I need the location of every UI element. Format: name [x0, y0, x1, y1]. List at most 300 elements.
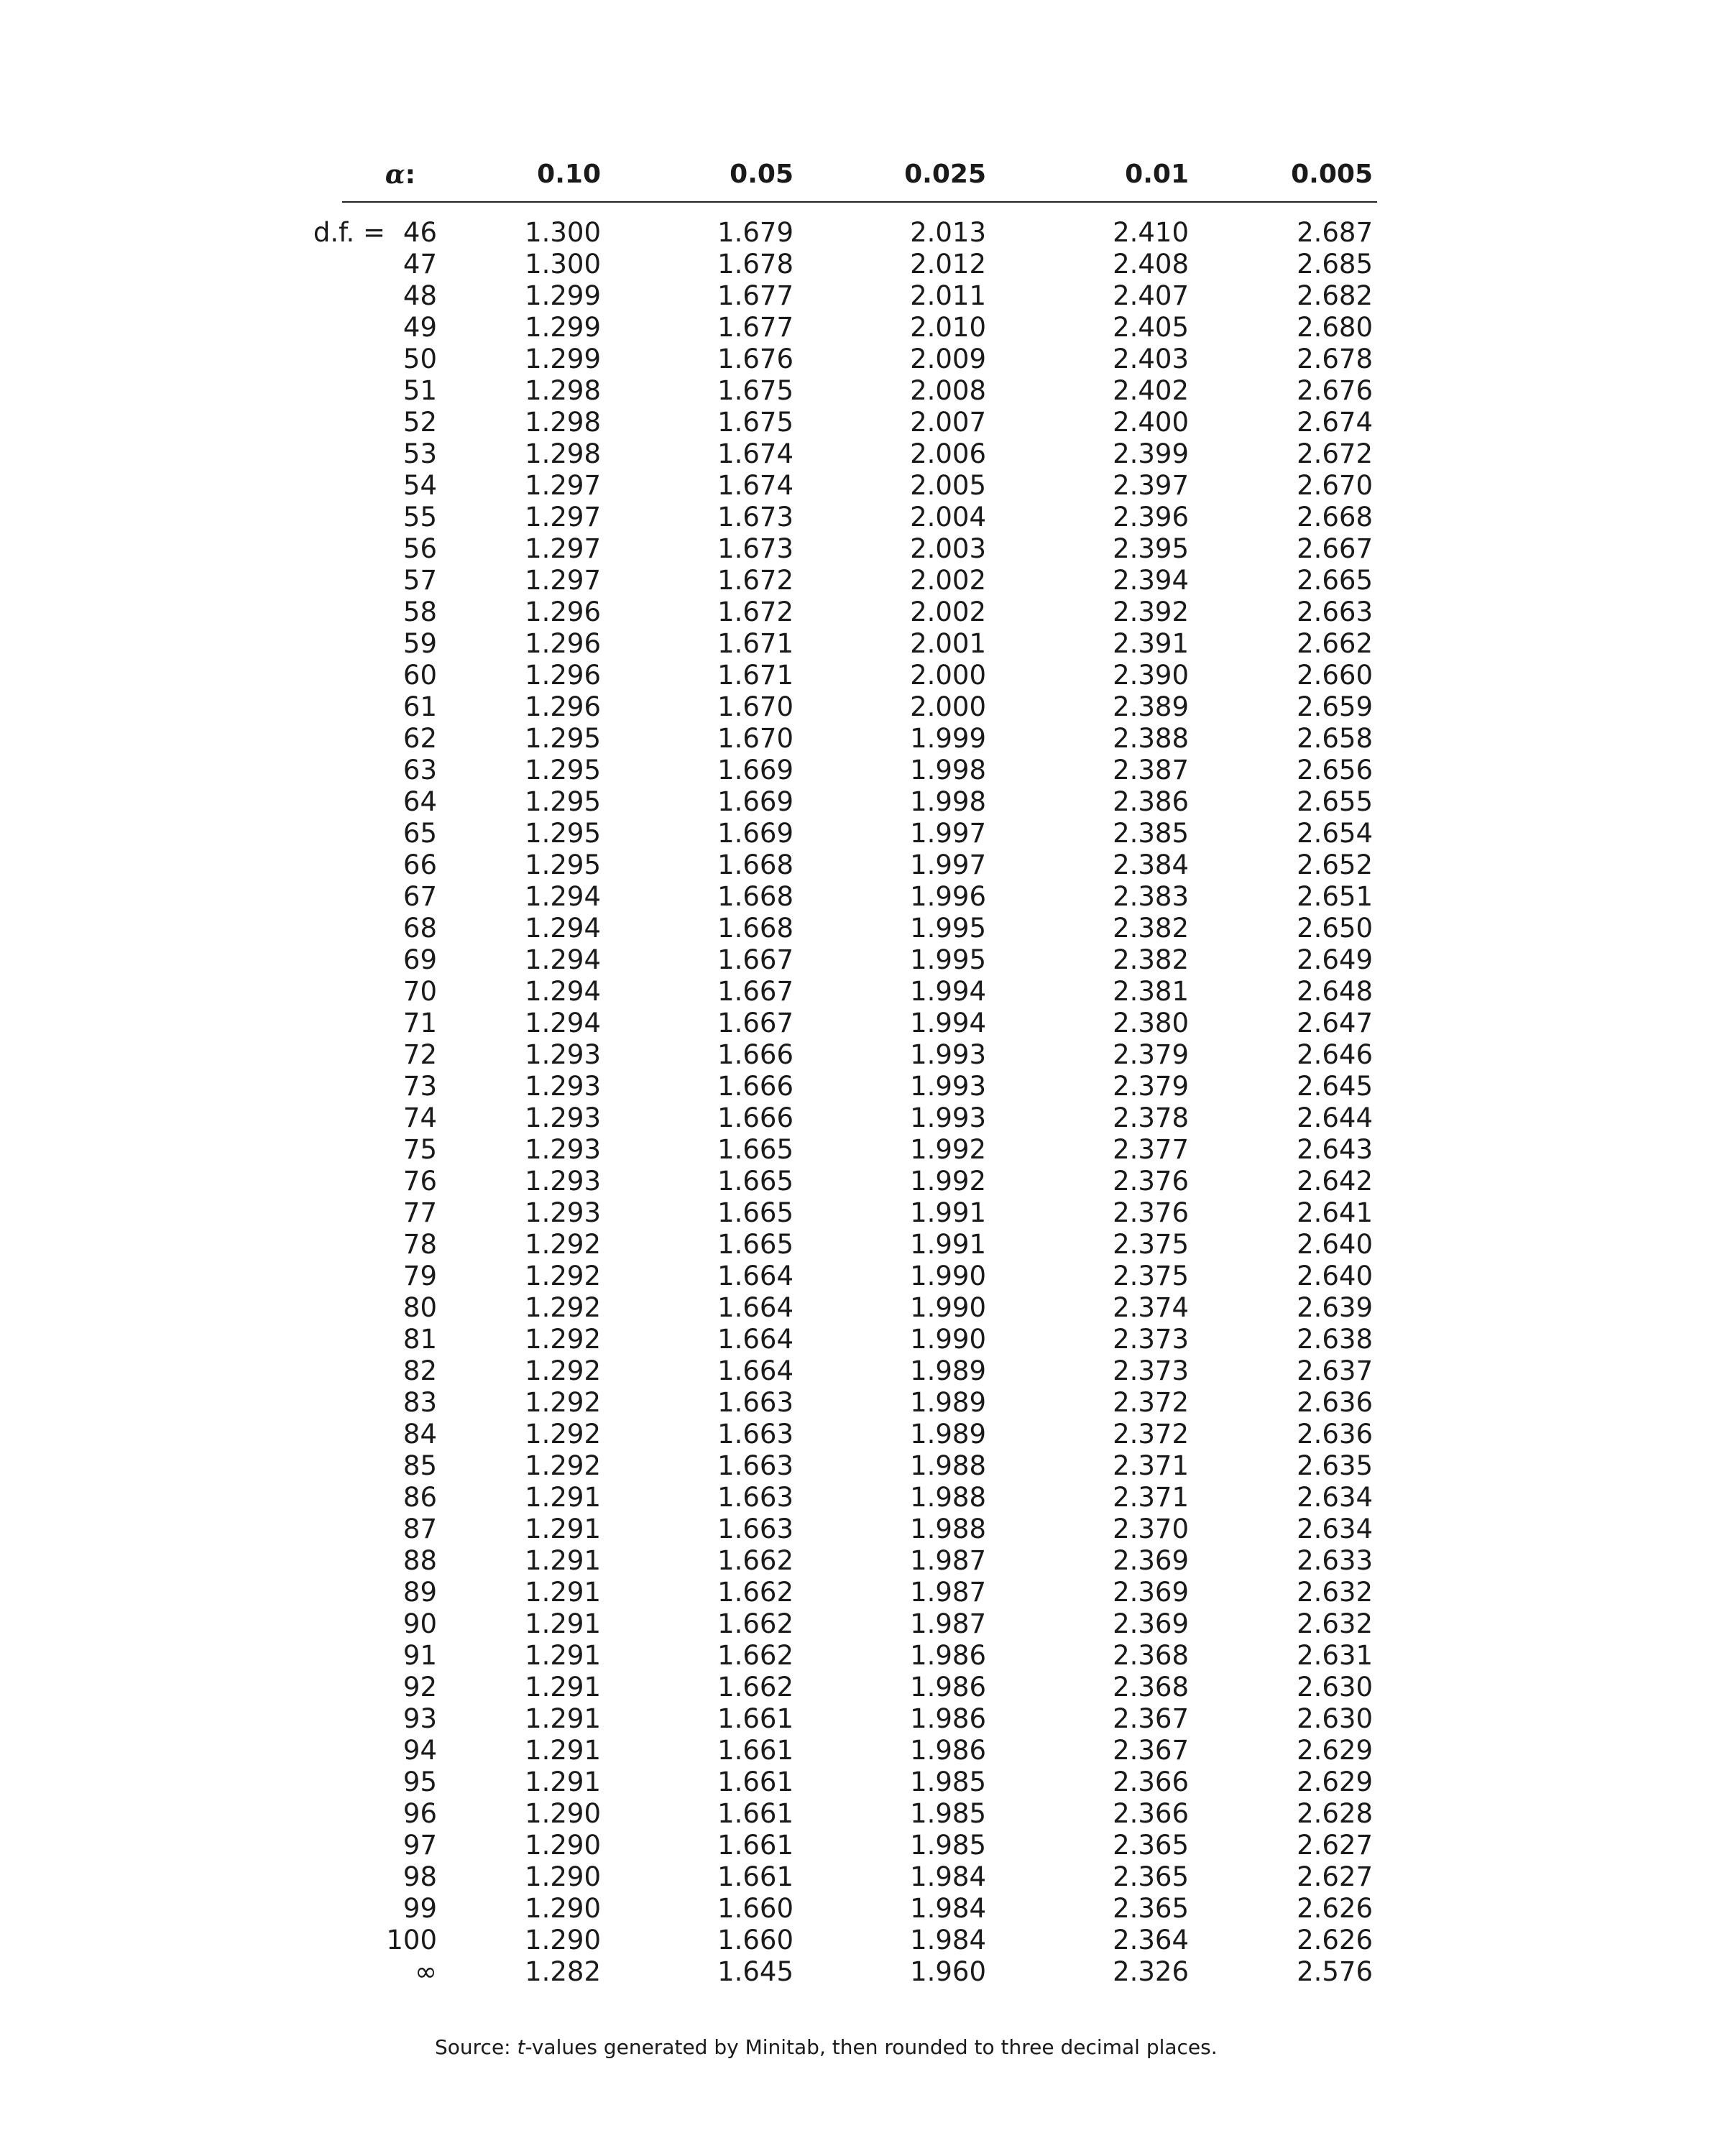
table-header-row: [342, 160, 1377, 197]
value-cell: 2.000: [910, 660, 986, 691]
df-cell: 86: [402, 1482, 437, 1513]
value-cell: 1.672: [717, 565, 794, 596]
value-cell: 1.665: [717, 1166, 794, 1197]
value-cell: 2.649: [1297, 944, 1373, 975]
value-cell: 1.995: [910, 913, 986, 944]
df-cell: 54: [402, 470, 437, 501]
df-cell: 56: [402, 533, 437, 564]
value-cell: 1.291: [525, 1735, 601, 1766]
value-cell: 1.298: [525, 438, 601, 469]
df-cell: 64: [402, 786, 437, 817]
value-cell: 1.296: [525, 660, 601, 691]
value-cell: 1.679: [717, 217, 794, 248]
value-cell: 1.673: [717, 533, 794, 564]
value-cell: 1.666: [717, 1071, 794, 1102]
value-cell: 1.664: [717, 1261, 794, 1291]
value-cell: 2.376: [1113, 1166, 1189, 1197]
value-cell: 2.371: [1113, 1450, 1189, 1481]
table-row: [342, 723, 1377, 755]
table-row: [342, 1640, 1377, 1672]
value-cell: 1.665: [717, 1197, 794, 1228]
value-cell: 1.290: [525, 1861, 601, 1892]
value-cell: 1.661: [717, 1766, 794, 1797]
value-cell: 1.992: [910, 1134, 986, 1165]
value-cell: 2.682: [1297, 280, 1373, 311]
table-row: [342, 786, 1377, 818]
table-row: [342, 1735, 1377, 1766]
value-cell: 2.011: [910, 280, 986, 311]
value-cell: 2.647: [1297, 1008, 1373, 1038]
df-cell: 96: [402, 1798, 437, 1829]
value-cell: 2.676: [1297, 375, 1373, 406]
df-cell: 95: [402, 1766, 437, 1797]
value-cell: 1.663: [717, 1419, 794, 1450]
value-cell: 2.656: [1297, 755, 1373, 786]
value-cell: 1.984: [910, 1925, 986, 1955]
value-cell: 1.292: [525, 1419, 601, 1450]
df-cell: 89: [402, 1577, 437, 1608]
df-cell: 71: [402, 1008, 437, 1038]
value-cell: 2.000: [910, 691, 986, 722]
table-row: [342, 1672, 1377, 1703]
df-prefix: d.f. =: [313, 217, 385, 248]
value-cell: 2.685: [1297, 249, 1373, 280]
value-cell: 2.367: [1113, 1703, 1189, 1734]
table-row: [342, 944, 1377, 976]
value-cell: 1.678: [717, 249, 794, 280]
table-row: [342, 1324, 1377, 1355]
column-header: 0.10: [537, 160, 601, 189]
df-cell: 63: [402, 755, 437, 786]
df-cell: 46: [402, 217, 437, 248]
value-cell: 1.668: [717, 849, 794, 880]
value-cell: 1.990: [910, 1292, 986, 1323]
df-cell: 59: [402, 628, 437, 659]
df-cell: 91: [402, 1640, 437, 1671]
value-cell: 1.666: [717, 1039, 794, 1070]
value-cell: 2.377: [1113, 1134, 1189, 1165]
value-cell: 1.987: [910, 1608, 986, 1639]
value-cell: 2.380: [1113, 1008, 1189, 1038]
value-cell: 2.576: [1297, 1956, 1373, 1987]
value-cell: 1.988: [910, 1450, 986, 1481]
df-cell: 94: [402, 1735, 437, 1766]
value-cell: 2.013: [910, 217, 986, 248]
table-row: [342, 913, 1377, 944]
value-cell: 2.012: [910, 249, 986, 280]
value-cell: 2.397: [1113, 470, 1189, 501]
value-cell: 1.994: [910, 1008, 986, 1038]
value-cell: 1.671: [717, 628, 794, 659]
value-cell: 2.648: [1297, 976, 1373, 1007]
df-cell: 74: [402, 1102, 437, 1133]
value-cell: 1.663: [717, 1482, 794, 1513]
value-cell: 1.669: [717, 755, 794, 786]
df-cell: 55: [402, 502, 437, 533]
value-cell: 2.405: [1113, 312, 1189, 343]
value-cell: 1.296: [525, 628, 601, 659]
df-cell: 97: [402, 1830, 437, 1861]
header-divider: [342, 201, 1377, 203]
table-row: [342, 1861, 1377, 1893]
value-cell: 1.987: [910, 1577, 986, 1608]
table-row: [342, 1039, 1377, 1071]
value-cell: 1.988: [910, 1514, 986, 1544]
value-cell: 1.674: [717, 470, 794, 501]
value-cell: 1.295: [525, 755, 601, 786]
table-row: [342, 344, 1377, 375]
value-cell: 2.385: [1113, 818, 1189, 849]
value-cell: 2.367: [1113, 1735, 1189, 1766]
value-cell: 2.373: [1113, 1324, 1189, 1355]
value-cell: 1.986: [910, 1640, 986, 1671]
df-cell: 81: [402, 1324, 437, 1355]
df-cell: 83: [402, 1387, 437, 1418]
df-cell: 90: [402, 1608, 437, 1639]
df-cell: 49: [402, 312, 437, 343]
value-cell: 1.998: [910, 786, 986, 817]
table-row: [342, 533, 1377, 565]
table-row: [342, 280, 1377, 312]
value-cell: 1.292: [525, 1387, 601, 1418]
value-cell: 1.294: [525, 976, 601, 1007]
value-cell: 1.985: [910, 1798, 986, 1829]
value-cell: 1.293: [525, 1039, 601, 1070]
source-prefix: Source:: [435, 2035, 511, 2059]
table-row: [342, 1197, 1377, 1229]
value-cell: 2.655: [1297, 786, 1373, 817]
value-cell: 2.402: [1113, 375, 1189, 406]
table-row: [342, 438, 1377, 470]
value-cell: 2.627: [1297, 1830, 1373, 1861]
df-cell: 88: [402, 1545, 437, 1576]
value-cell: 1.290: [525, 1925, 601, 1955]
df-cell: 98: [402, 1861, 437, 1892]
value-cell: 1.660: [717, 1893, 794, 1924]
value-cell: 1.984: [910, 1861, 986, 1892]
value-cell: 1.677: [717, 280, 794, 311]
value-cell: 2.632: [1297, 1577, 1373, 1608]
value-cell: 1.676: [717, 344, 794, 374]
value-cell: 2.382: [1113, 944, 1189, 975]
value-cell: 1.670: [717, 691, 794, 722]
table-row: [342, 1134, 1377, 1166]
value-cell: 2.375: [1113, 1229, 1189, 1260]
value-cell: 1.292: [525, 1229, 601, 1260]
value-cell: 1.995: [910, 944, 986, 975]
value-cell: 2.634: [1297, 1482, 1373, 1513]
table-row: [342, 375, 1377, 407]
table-row: [342, 660, 1377, 691]
value-cell: 2.637: [1297, 1355, 1373, 1386]
value-cell: 1.662: [717, 1608, 794, 1639]
value-cell: 2.626: [1297, 1893, 1373, 1924]
value-cell: 1.661: [717, 1798, 794, 1829]
value-cell: 1.291: [525, 1514, 601, 1544]
value-cell: 2.004: [910, 502, 986, 533]
table-row: [342, 470, 1377, 502]
value-cell: 2.392: [1113, 596, 1189, 627]
df-cell: 99: [402, 1893, 437, 1924]
value-cell: 1.667: [717, 1008, 794, 1038]
value-cell: 2.365: [1113, 1830, 1189, 1861]
table-row: [342, 1830, 1377, 1861]
value-cell: 2.366: [1113, 1798, 1189, 1829]
value-cell: 2.399: [1113, 438, 1189, 469]
value-cell: 1.985: [910, 1830, 986, 1861]
df-cell: 50: [402, 344, 437, 374]
df-cell: 93: [402, 1703, 437, 1734]
value-cell: 1.677: [717, 312, 794, 343]
value-cell: 2.641: [1297, 1197, 1373, 1228]
value-cell: 2.403: [1113, 344, 1189, 374]
value-cell: 1.290: [525, 1798, 601, 1829]
value-cell: 1.984: [910, 1893, 986, 1924]
value-cell: 2.379: [1113, 1071, 1189, 1102]
value-cell: 2.381: [1113, 976, 1189, 1007]
value-cell: 2.634: [1297, 1514, 1373, 1544]
value-cell: 1.667: [717, 976, 794, 1007]
value-cell: 2.373: [1113, 1355, 1189, 1386]
value-cell: 2.645: [1297, 1071, 1373, 1102]
value-cell: 2.635: [1297, 1450, 1373, 1481]
value-cell: 1.993: [910, 1102, 986, 1133]
value-cell: 1.291: [525, 1672, 601, 1703]
table-row: [342, 407, 1377, 438]
value-cell: 1.993: [910, 1071, 986, 1102]
value-cell: 2.002: [910, 565, 986, 596]
df-cell: 70: [402, 976, 437, 1007]
value-cell: 1.989: [910, 1355, 986, 1386]
value-cell: 2.372: [1113, 1419, 1189, 1450]
value-cell: 1.293: [525, 1197, 601, 1228]
value-cell: 2.369: [1113, 1545, 1189, 1576]
table-row: [342, 1355, 1377, 1387]
df-cell: 72: [402, 1039, 437, 1070]
value-cell: 2.672: [1297, 438, 1373, 469]
value-cell: 1.292: [525, 1261, 601, 1291]
value-cell: 2.384: [1113, 849, 1189, 880]
table-row: [342, 1766, 1377, 1798]
table-row: [342, 1514, 1377, 1545]
value-cell: 1.989: [910, 1419, 986, 1450]
value-cell: 1.295: [525, 723, 601, 754]
value-cell: 2.668: [1297, 502, 1373, 533]
value-cell: 1.665: [717, 1134, 794, 1165]
df-cell: 84: [402, 1419, 437, 1450]
value-cell: 1.297: [525, 533, 601, 564]
table-row: [342, 1008, 1377, 1039]
table-row: [342, 565, 1377, 596]
value-cell: 1.674: [717, 438, 794, 469]
value-cell: 1.673: [717, 502, 794, 533]
df-cell: 76: [402, 1166, 437, 1197]
value-cell: 2.369: [1113, 1577, 1189, 1608]
value-cell: 2.654: [1297, 818, 1373, 849]
value-cell: 1.292: [525, 1292, 601, 1323]
value-cell: 2.394: [1113, 565, 1189, 596]
value-cell: 2.659: [1297, 691, 1373, 722]
df-cell: 62: [402, 723, 437, 754]
table-row: [342, 1893, 1377, 1925]
value-cell: 1.986: [910, 1703, 986, 1734]
value-cell: 2.639: [1297, 1292, 1373, 1323]
value-cell: 2.630: [1297, 1703, 1373, 1734]
value-cell: 2.665: [1297, 565, 1373, 596]
table-row: [342, 1956, 1377, 1988]
value-cell: 1.294: [525, 881, 601, 912]
df-cell: 67: [402, 881, 437, 912]
value-cell: 1.300: [525, 249, 601, 280]
value-cell: 1.989: [910, 1387, 986, 1418]
value-cell: 2.626: [1297, 1925, 1373, 1955]
df-cell: 100: [386, 1925, 437, 1955]
value-cell: 2.631: [1297, 1640, 1373, 1671]
table-row: [342, 1703, 1377, 1735]
value-cell: 1.295: [525, 849, 601, 880]
value-cell: 2.388: [1113, 723, 1189, 754]
value-cell: 2.007: [910, 407, 986, 438]
df-cell: 92: [402, 1672, 437, 1703]
value-cell: 2.408: [1113, 249, 1189, 280]
value-cell: 2.372: [1113, 1387, 1189, 1418]
value-cell: 2.651: [1297, 881, 1373, 912]
value-cell: 2.369: [1113, 1608, 1189, 1639]
value-cell: 1.665: [717, 1229, 794, 1260]
alpha-colon: :: [405, 160, 415, 190]
value-cell: 1.297: [525, 502, 601, 533]
df-cell: 53: [402, 438, 437, 469]
column-header: 0.05: [730, 160, 794, 189]
df-cell: 51: [402, 375, 437, 406]
value-cell: 1.299: [525, 280, 601, 311]
source-text: -values generated by Minitab, then rounded to three decimal places.: [525, 2035, 1218, 2059]
value-cell: 2.383: [1113, 881, 1189, 912]
value-cell: 2.674: [1297, 407, 1373, 438]
table-row: [342, 1577, 1377, 1608]
value-cell: 1.664: [717, 1324, 794, 1355]
value-cell: 1.671: [717, 660, 794, 691]
value-cell: 2.008: [910, 375, 986, 406]
column-header: 0.025: [904, 160, 986, 189]
value-cell: 2.382: [1113, 913, 1189, 944]
df-cell: 61: [402, 691, 437, 722]
value-cell: 1.645: [717, 1956, 794, 1987]
df-cell: 65: [402, 818, 437, 849]
value-cell: 2.642: [1297, 1166, 1373, 1197]
df-cell: 82: [402, 1355, 437, 1386]
value-cell: 2.364: [1113, 1925, 1189, 1955]
value-cell: 1.297: [525, 565, 601, 596]
value-cell: 2.376: [1113, 1197, 1189, 1228]
source-italic-t: t: [517, 2035, 525, 2059]
value-cell: 2.644: [1297, 1102, 1373, 1133]
value-cell: 1.298: [525, 375, 601, 406]
value-cell: 2.379: [1113, 1039, 1189, 1070]
value-cell: 1.661: [717, 1703, 794, 1734]
df-cell: 87: [402, 1514, 437, 1544]
value-cell: 2.629: [1297, 1766, 1373, 1797]
df-cell: 58: [402, 596, 437, 627]
value-cell: 2.365: [1113, 1861, 1189, 1892]
value-cell: 2.400: [1113, 407, 1189, 438]
value-cell: 2.003: [910, 533, 986, 564]
value-cell: 1.960: [910, 1956, 986, 1987]
value-cell: 2.628: [1297, 1798, 1373, 1829]
table-row: [342, 1608, 1377, 1640]
value-cell: 2.009: [910, 344, 986, 374]
value-cell: 2.636: [1297, 1419, 1373, 1450]
value-cell: 1.298: [525, 407, 601, 438]
value-cell: 2.646: [1297, 1039, 1373, 1070]
value-cell: 2.370: [1113, 1514, 1189, 1544]
value-cell: 1.990: [910, 1324, 986, 1355]
value-cell: 1.293: [525, 1166, 601, 1197]
value-cell: 1.660: [717, 1925, 794, 1955]
value-cell: 1.292: [525, 1450, 601, 1481]
value-cell: 2.627: [1297, 1861, 1373, 1892]
df-cell: ∞: [415, 1956, 437, 1987]
table-row: [342, 596, 1377, 628]
value-cell: 2.667: [1297, 533, 1373, 564]
value-cell: 2.368: [1113, 1672, 1189, 1703]
table-row: [342, 1166, 1377, 1197]
value-cell: 1.672: [717, 596, 794, 627]
table-row: [342, 1925, 1377, 1956]
table-row: [342, 849, 1377, 881]
value-cell: 2.378: [1113, 1102, 1189, 1133]
value-cell: 1.998: [910, 755, 986, 786]
value-cell: 2.633: [1297, 1545, 1373, 1576]
value-cell: 1.994: [910, 976, 986, 1007]
value-cell: 1.999: [910, 723, 986, 754]
df-cell: 75: [402, 1134, 437, 1165]
table-row: [342, 1292, 1377, 1324]
table-row: [342, 755, 1377, 786]
value-cell: 1.663: [717, 1450, 794, 1481]
value-cell: 1.293: [525, 1071, 601, 1102]
value-cell: 2.326: [1113, 1956, 1189, 1987]
value-cell: 1.990: [910, 1261, 986, 1291]
value-cell: 1.675: [717, 375, 794, 406]
value-cell: 1.300: [525, 217, 601, 248]
value-cell: 1.991: [910, 1229, 986, 1260]
source-note: [435, 2035, 1218, 2059]
value-cell: 1.290: [525, 1830, 601, 1861]
value-cell: 1.291: [525, 1766, 601, 1797]
value-cell: 1.291: [525, 1577, 601, 1608]
df-cell: 68: [402, 913, 437, 944]
table-row: [342, 1229, 1377, 1261]
value-cell: 2.006: [910, 438, 986, 469]
value-cell: 1.662: [717, 1672, 794, 1703]
value-cell: 2.365: [1113, 1893, 1189, 1924]
value-cell: 2.387: [1113, 755, 1189, 786]
df-cell: 73: [402, 1071, 437, 1102]
value-cell: 2.630: [1297, 1672, 1373, 1703]
value-cell: 1.291: [525, 1640, 601, 1671]
df-cell: 85: [402, 1450, 437, 1481]
table-row: [342, 881, 1377, 913]
value-cell: 2.636: [1297, 1387, 1373, 1418]
value-cell: 1.666: [717, 1102, 794, 1133]
table-row: [342, 1102, 1377, 1134]
value-cell: 1.294: [525, 944, 601, 975]
value-cell: 2.687: [1297, 217, 1373, 248]
value-cell: 1.292: [525, 1355, 601, 1386]
value-cell: 2.652: [1297, 849, 1373, 880]
value-cell: 1.293: [525, 1102, 601, 1133]
